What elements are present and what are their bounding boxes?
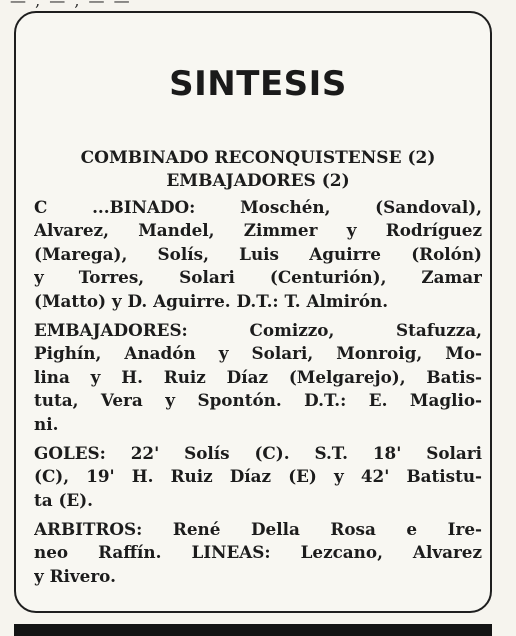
text-line: C ...BINADO: Moschén, (Sandoval), [34,197,482,217]
goles-paragraph [34,442,482,512]
text-line: (C), 19' H. Ruiz Díaz (E) y 42' Batistu- [34,466,482,487]
text-line: ta (E). [34,489,93,510]
text-line: ni. [34,413,59,434]
text-line: y Rivero. [34,565,116,586]
arbitros-paragraph [34,518,482,588]
text-line: EMBAJADORES: Comizzo, Stafuzza, [34,319,482,340]
synthesis-body [34,196,482,588]
text-line: Alvarez, Mandel, Zimmer y Rodríguez [34,220,482,241]
team-heading-combinado: COMBINADO RECONQUISTENSE (2) [80,148,436,168]
text-line: y Torres, Solari (Centurión), Zamar [34,267,482,288]
text-line: lina y H. Ruiz Díaz (Melgarejo), Batis- [34,366,482,387]
text-line: tuta, Vera y Spontón. D.T.: E. Maglio- [34,390,482,411]
text-line: neo Raffín. LINEAS: Lezcano, Alvarez [34,542,482,563]
text-line: Pighín, Anadón y Solari, Monroig, Mo- [34,343,482,364]
bottom-border-strip [14,624,492,636]
text-line: GOLES: 22' Solís (C). S.T. 18' Solari [34,442,482,463]
cropped-text-fragment [0,0,516,10]
embajadores-paragraph [34,319,482,436]
text-line: (Marega), Solís, Luis Aguirre (Rolón) [34,243,482,264]
top-fragment-text: — , — , — — [10,0,132,10]
page-title: SINTESIS [169,64,347,104]
text-line: ARBITROS: René Della Rosa e Ire- [34,519,482,540]
text-line: (Matto) y D. Aguirre. D.T.: T. Almirón. [34,290,389,311]
team-heading-embajadores: EMBAJADORES (2) [166,171,350,191]
combinado-paragraph [34,196,482,313]
